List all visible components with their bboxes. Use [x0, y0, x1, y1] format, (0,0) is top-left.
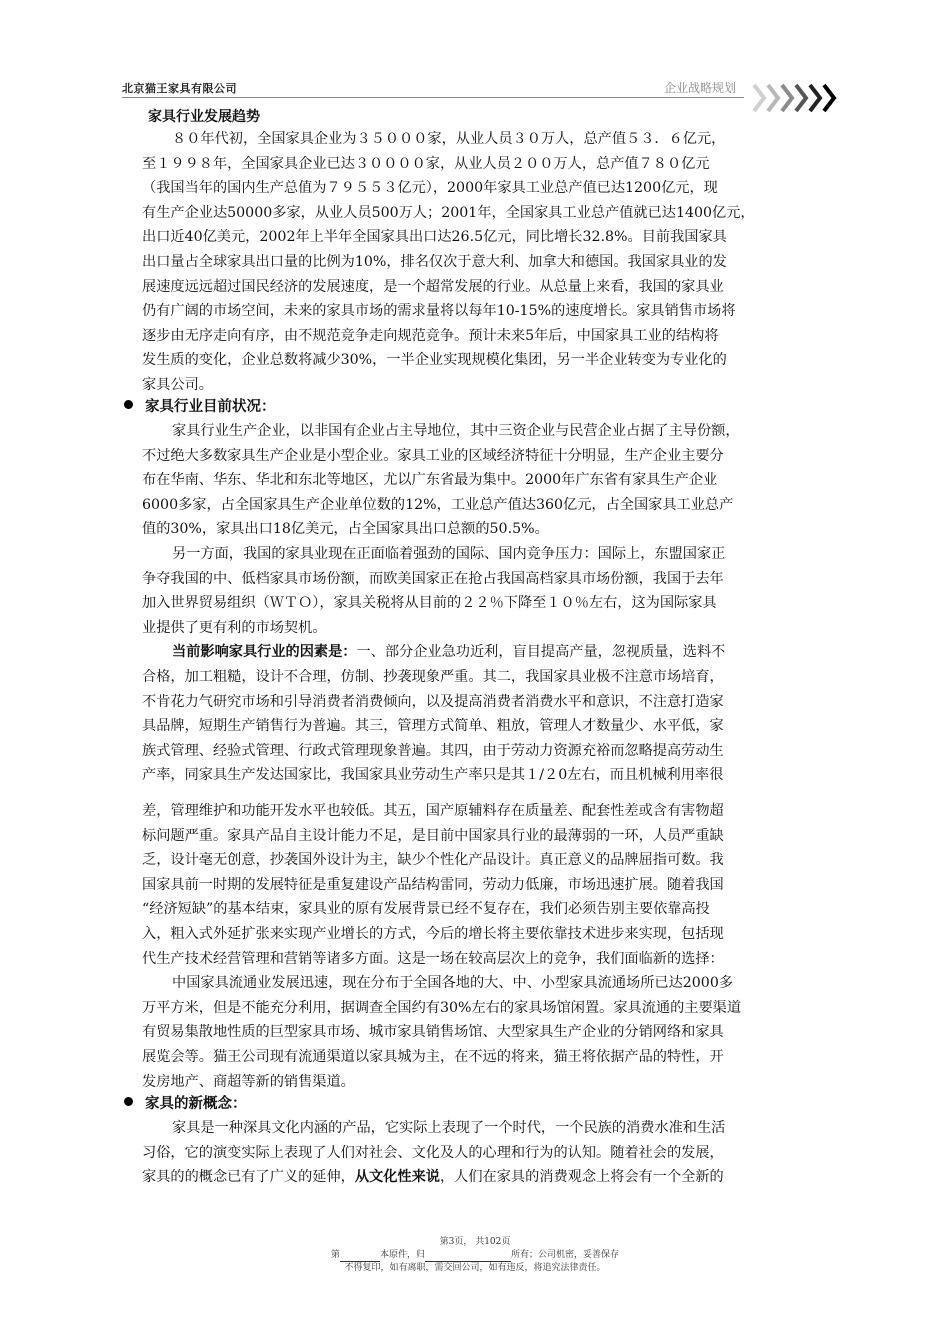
text-line: 具品牌，短期生产销售行为普遍。其三，管理方式简单、粗放，管理人才数量少、水平低，家 — [142, 718, 724, 735]
text-line: 家具行业生产企业，以非国有企业占主导地位，其中三资企业与民营企业占据了主导份额， — [172, 423, 740, 439]
text-line: 入，粗入式外延扩张来实现产业增长的方式，今后的增长将主要依靠技术进步来实现，包括现 — [142, 925, 724, 942]
text-line: 不肯花力气研究市场和引导消费者消费倾向，以及提高消费者消费水平和意识，不注意打造家 — [142, 693, 724, 710]
text-line: 展速度远远超过国民经济的发展速度，是一个超常发展的行业。从总量上来看，我国的家具业 — [142, 278, 724, 295]
bullet-dot-icon — [124, 400, 133, 409]
text-line: 逐步由无序走向有序，由不规范竞争走向规范竞争。预计未来5年后，中国家具工业的结构将 — [142, 327, 719, 344]
company-name: 北京猫王家具有限公司 — [122, 82, 237, 95]
text-line: 至１９９８年，全国家具企业已达３００００家，从业人员２００万人，总产值７８０亿元 — [142, 155, 710, 172]
bullet-dot-icon — [124, 1097, 133, 1106]
text-line: 家具是一种深具文化内涵的产品，它实际上表现了一个时代，一个民族的消费水准和生活 — [172, 1120, 726, 1136]
text-line: 发房地产、商超等新的销售渠道。 — [142, 1073, 355, 1090]
paragraph-concept — [142, 1116, 842, 1190]
text-line: “经济短缺”的基本结束，家具业的原有发展背景已经不复存在，我们必须告别主要依靠高投 — [142, 901, 710, 918]
text-line: 不过绝大多数家具生产企业是小型企业。家具工业的区域经济特征十分明显，生产企业主要分 — [142, 447, 724, 464]
text-line: 出口量占全球家具出口量的比例为10%，排名仅次于意大利、加拿大和德国。我国家具业的发 — [142, 253, 727, 270]
section-heading: 家具行业发展趋势 — [148, 109, 260, 125]
text-line: 合格，加工粗糙，设计不合理，仿制、抄袭现象严重。其二，我国家具业极不注意市场培育， — [142, 668, 724, 685]
text-line: 布在华南、华东、华北和东北等地区，尤以广东省最为集中。2000年广东省有家具生产企业 — [142, 472, 718, 489]
text-line — [142, 640, 842, 665]
paragraph-factors-cont — [142, 799, 842, 1094]
footer-text: 本原件，归 — [379, 1250, 425, 1260]
text-line: 加入世界贸易组织（ＷＴＯ），家具关税将从目前的２２％下降至１０％左右，这为国际家具 — [142, 595, 717, 612]
chevron-arrows-icon — [752, 82, 838, 114]
text-line: 家具公司。 — [142, 376, 213, 393]
section-title: 企业战略规划 — [664, 81, 737, 95]
factors-label: 当前影响家具行业的因素是： — [172, 644, 357, 661]
text-line: 差，管理维护和功能开发水平也较低。其五，国产原辅料存在质量差、配套性差或含有害物超 — [142, 803, 724, 819]
bullet-heading-concept — [124, 1092, 247, 1113]
text-line: 业提供了更有利的市场契机。 — [142, 619, 327, 636]
bullet-heading-status — [124, 395, 276, 416]
text-line: 国家具前一时期的发展特征是重复建设产品结构雷同，劳动力低廉，市场迅速扩展。随着我国 — [142, 876, 724, 893]
bullet-label: 家具行业目前状况： — [145, 398, 276, 415]
bullet-label: 家具的新概念： — [145, 1095, 247, 1112]
header-rule — [122, 97, 744, 98]
text-line: 产率，同家具生产发达国家比，我国家具业劳动生产率只是其１/２0左右，而且机械利用率很 — [142, 767, 724, 784]
concept-text: 家具的的概念已有了广义的延伸， — [142, 1169, 355, 1186]
text-line: 展览会等。猫王公司现有流通渠道以家具城为主，在不远的将来，猫王将依据产品的特性，开 — [142, 1048, 724, 1065]
culture-label: 从文化性来说 — [354, 1169, 440, 1186]
text-line: 6000多家，占全国家具生产企业单位数的12%，工业总产值达360亿元，占全国家具工业总产 — [142, 496, 734, 513]
text-line: 另一方面，我国的家具业现在正面临着强劲的国际、国内竞争压力：国际上，东盟国家正 — [172, 545, 726, 562]
text-line: 仍有广阔的市场空间，未来的家具市场的需求量将以每年10-15%的速度增长。家具销售市场将 — [142, 303, 736, 320]
text-line: 中国家具流通业发展迅速，现在分布于全国各地的大、中、小型家具流通场所已达2000多 — [172, 975, 734, 992]
page-footer — [0, 1236, 950, 1275]
text-line: （我国当年的国内生产总值为７９５５３亿元），2000年家具工业总产值已达1200亿元，现 — [142, 180, 718, 197]
footer-confidential: 不得复印，如有离职，需交回公司，如有违反，将追究法律责任。 — [344, 1263, 606, 1273]
text-line: 代生产技术经营管理和营销等诸多方面。这是一场在较高层次上的竞争，我们面临新的选择： — [142, 950, 724, 967]
text-line: 值的30%，家具出口18亿美元，占全国家具出口总额的50.5%。 — [142, 521, 549, 538]
text-line: 有生产企业达50000多家，从业人员500万人；2001年，全国家具工业总产值就已达1400亿元， — [142, 204, 755, 221]
text-line: ８０年代初，全国家具企业为３５０００家，从业人员３０万人，总产值５３．６亿元， — [172, 131, 726, 147]
text-line: 发生质的变化，企业总数将减少30%，一半企业实现规模化集团，另一半企业转变为专业化的 — [142, 352, 727, 369]
text-line: 万平方米，但是不能充分利用，据调查全国约有30%左右的家具场馆闲置。家具流通的主要渠道 — [142, 999, 742, 1016]
text-line — [142, 1165, 842, 1190]
text-line: 争夺我国的中、低档家具市场份额，而欧美国家正在抢占我国高档家具市场份额，我国于去年 — [142, 570, 724, 587]
footer-text: 第 — [330, 1250, 340, 1260]
text-line: 出口近40亿美元，2002年上半年全国家具出口达26.5亿元，同比增长32.8%。目前我国家具 — [142, 229, 727, 246]
concept-tail: ，人们在家具的消费观念上将会有一个全新的 — [439, 1169, 724, 1186]
factors-text: 一、部分企业急功近利，盲目提高产量，忽视质量，选料不 — [356, 644, 726, 661]
paragraph-status — [142, 419, 842, 788]
page-number: 第3页， 共102页 — [439, 1237, 511, 1247]
text-line: 族式管理、经验式管理、行政式管理现象普遍。其四，由于劳动力资源充裕而忽略提高劳动生 — [142, 742, 724, 759]
paragraph-history — [142, 127, 842, 398]
text-line: 乏，设计毫无创意，抄袭国外设计为主，缺少个性化产品设计。真正意义的品牌屈指可数。我 — [142, 852, 724, 869]
footer-copy-line — [0, 1249, 950, 1262]
text-line: 习俗，它的演变实际上表现了人们对社会、文化及人的心理和行为的认知。随着社会的发展， — [142, 1144, 724, 1161]
text-line: 标问题严重。家具产品自主设计能力不足，是目前中国家具行业的最薄弱的一环，人员严重缺 — [142, 827, 724, 844]
footer-text: 所有；公司机密，妥善保存 — [511, 1250, 620, 1260]
text-line: 有贸易集散地性质的巨型家具市场、城市家具销售场馆、大型家具生产企业的分销网络和家具 — [142, 1024, 724, 1041]
